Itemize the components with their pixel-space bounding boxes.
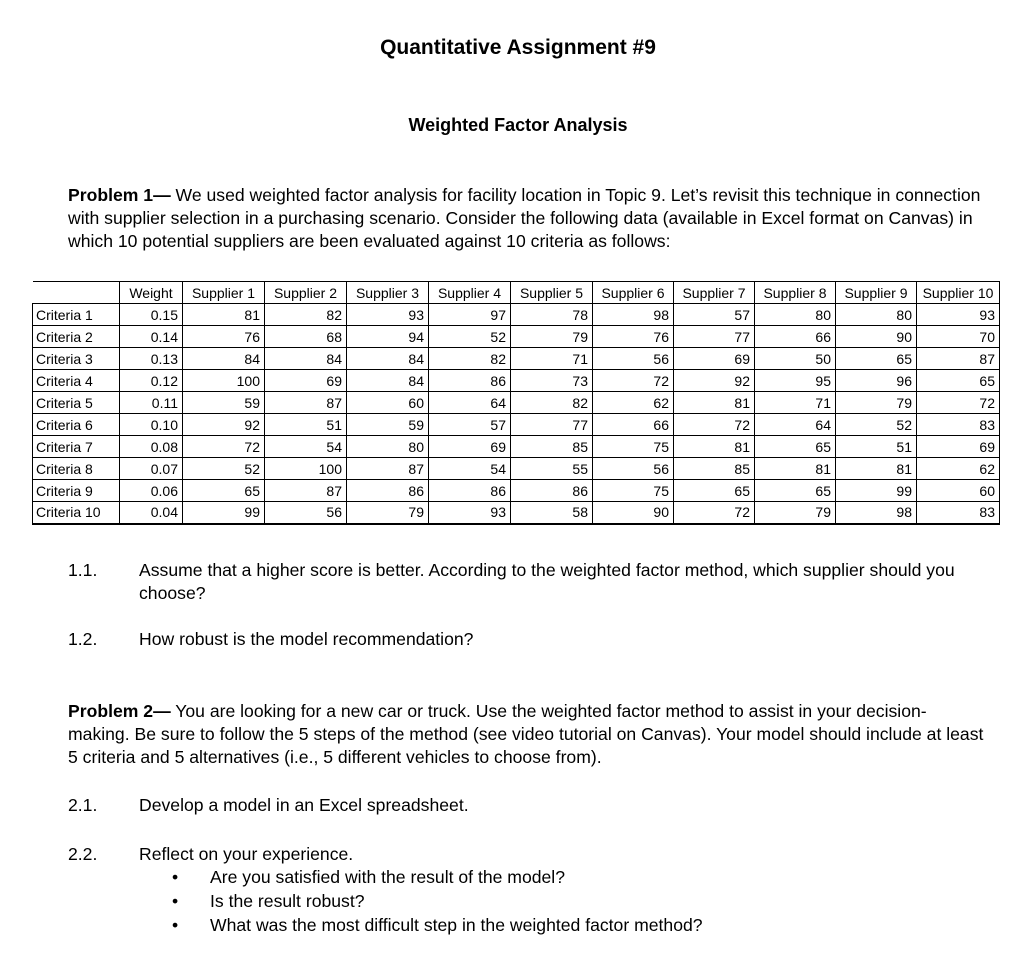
score-cell: 55 [511, 458, 593, 480]
document-subtitle: Weighted Factor Analysis [408, 115, 628, 135]
score-cell: 62 [593, 392, 674, 414]
supplier-criteria-table [32, 281, 1000, 525]
score-cell: 57 [674, 304, 755, 326]
score-cell: 51 [836, 436, 917, 458]
score-cell: 80 [755, 304, 836, 326]
score-cell: 93 [429, 502, 511, 524]
score-cell: 86 [511, 480, 593, 502]
score-cell: 66 [593, 414, 674, 436]
header-supplier-3: Supplier 3 [347, 282, 429, 304]
header-supplier-1: Supplier 1 [183, 282, 265, 304]
score-cell: 50 [755, 348, 836, 370]
problem-2-paragraph [68, 700, 988, 769]
score-cell: 76 [593, 326, 674, 348]
score-cell: 57 [429, 414, 511, 436]
question-1-1-text: Assume that a higher score is better. According to the weighted factor method, which supplier should you choose? [139, 560, 955, 603]
score-cell: 81 [836, 458, 917, 480]
score-cell: 72 [917, 392, 1000, 414]
score-cell: 58 [511, 502, 593, 524]
score-cell: 66 [755, 326, 836, 348]
score-cell: 69 [265, 370, 347, 392]
problem-2-text: You are looking for a new car or truck. Use the weighted factor method to assist in your decision-making. Be sure to follow the 5 steps of the method (see video tutorial on Canvas). Your model should include at least 5 criteria and 5 alternatives (i.e., 5 different vehicles to choose from). [68, 701, 984, 767]
score-cell: 79 [511, 326, 593, 348]
row-label: Criteria 3 [33, 348, 120, 370]
score-cell: 92 [674, 370, 755, 392]
score-cell: 52 [429, 326, 511, 348]
score-cell: 79 [347, 502, 429, 524]
row-label: Criteria 7 [33, 436, 120, 458]
score-cell: 52 [183, 458, 265, 480]
question-1-2-text: How robust is the model recommendation? [139, 629, 474, 649]
score-cell: 51 [265, 414, 347, 436]
score-cell: 86 [347, 480, 429, 502]
score-cell: 71 [755, 392, 836, 414]
score-cell: 56 [265, 502, 347, 524]
score-cell: 52 [836, 414, 917, 436]
question-2-1-text: Develop a model in an Excel spreadsheet. [139, 795, 469, 815]
score-cell: 64 [429, 392, 511, 414]
score-cell: 72 [674, 502, 755, 524]
table-row [33, 436, 1000, 458]
weight-cell: 0.11 [120, 392, 183, 414]
header-supplier-8: Supplier 8 [755, 282, 836, 304]
score-cell: 87 [917, 348, 1000, 370]
score-cell: 82 [265, 304, 347, 326]
score-cell: 65 [183, 480, 265, 502]
header-supplier-9: Supplier 9 [836, 282, 917, 304]
score-cell: 87 [347, 458, 429, 480]
score-cell: 90 [593, 502, 674, 524]
score-cell: 78 [511, 304, 593, 326]
table-row [33, 414, 1000, 436]
score-cell: 84 [347, 348, 429, 370]
score-cell: 99 [836, 480, 917, 502]
score-cell: 97 [429, 304, 511, 326]
score-cell: 54 [429, 458, 511, 480]
score-cell: 82 [429, 348, 511, 370]
table-row [33, 304, 1000, 326]
score-cell: 59 [183, 392, 265, 414]
score-cell: 94 [347, 326, 429, 348]
score-cell: 83 [917, 502, 1000, 524]
score-cell: 87 [265, 480, 347, 502]
weight-cell: 0.12 [120, 370, 183, 392]
question-2-2-number: 2.2. [68, 844, 98, 864]
score-cell: 93 [917, 304, 1000, 326]
score-cell: 99 [183, 502, 265, 524]
bullet-3-text: What was the most difficult step in the weighted factor method? [210, 915, 703, 935]
score-cell: 100 [183, 370, 265, 392]
table-row [33, 458, 1000, 480]
score-cell: 81 [183, 304, 265, 326]
table-row [33, 480, 1000, 502]
problem-2-label: Problem 2 [68, 701, 154, 721]
row-label: Criteria 5 [33, 392, 120, 414]
score-cell: 79 [755, 502, 836, 524]
bullet-1-text: Are you satisfied with the result of the model? [210, 867, 565, 887]
document-title: Quantitative Assignment #9 [380, 36, 656, 59]
score-cell: 65 [755, 436, 836, 458]
score-cell: 85 [674, 458, 755, 480]
bullet-2-marker: • [172, 891, 179, 911]
score-cell: 73 [511, 370, 593, 392]
score-cell: 68 [265, 326, 347, 348]
table-row [33, 348, 1000, 370]
score-cell: 69 [429, 436, 511, 458]
score-cell: 77 [511, 414, 593, 436]
header-supplier-6: Supplier 6 [593, 282, 674, 304]
weight-cell: 0.13 [120, 348, 183, 370]
weight-cell: 0.14 [120, 326, 183, 348]
question-2-1-number: 2.1. [68, 795, 98, 815]
question-1-2-number: 1.2. [68, 629, 98, 649]
score-cell: 84 [183, 348, 265, 370]
weight-cell: 0.10 [120, 414, 183, 436]
bullet-3-marker: • [172, 915, 179, 935]
score-cell: 80 [347, 436, 429, 458]
bullet-2-text: Is the result robust? [210, 891, 365, 911]
score-cell: 98 [836, 502, 917, 524]
row-label: Criteria 6 [33, 414, 120, 436]
weight-cell: 0.07 [120, 458, 183, 480]
score-cell: 84 [265, 348, 347, 370]
header-weight: Weight [120, 282, 183, 304]
score-cell: 60 [347, 392, 429, 414]
weight-cell: 0.08 [120, 436, 183, 458]
score-cell: 70 [917, 326, 1000, 348]
score-cell: 79 [836, 392, 917, 414]
table-corner-cell [33, 282, 120, 304]
row-label: Criteria 8 [33, 458, 120, 480]
score-cell: 69 [674, 348, 755, 370]
score-cell: 85 [511, 436, 593, 458]
question-1-1-number: 1.1. [68, 560, 98, 580]
problem-1-text: We used weighted factor analysis for facility location in Topic 9. Let’s revisit this technique in connection with supplier selection in a purchasing scenario. Consider the following data (available in Excel format on Canvas) in which 10 potential suppliers are been evaluated against 10 criteria as follows: [68, 185, 981, 251]
score-cell: 83 [917, 414, 1000, 436]
score-cell: 65 [674, 480, 755, 502]
score-cell: 75 [593, 480, 674, 502]
score-cell: 96 [836, 370, 917, 392]
table-row [33, 370, 1000, 392]
score-cell: 95 [755, 370, 836, 392]
table-row [33, 392, 1000, 414]
question-2-2-text: Reflect on your experience. [139, 844, 354, 864]
score-cell: 86 [429, 480, 511, 502]
row-label: Criteria 10 [33, 502, 120, 524]
score-cell: 59 [347, 414, 429, 436]
header-supplier-2: Supplier 2 [265, 282, 347, 304]
weight-cell: 0.06 [120, 480, 183, 502]
bullet-1-marker: • [172, 867, 179, 887]
score-cell: 71 [511, 348, 593, 370]
row-label: Criteria 2 [33, 326, 120, 348]
score-cell: 98 [593, 304, 674, 326]
row-label: Criteria 4 [33, 370, 120, 392]
score-cell: 82 [511, 392, 593, 414]
score-cell: 65 [755, 480, 836, 502]
score-cell: 87 [265, 392, 347, 414]
weight-cell: 0.04 [120, 502, 183, 524]
problem-1-label: Problem 1 [68, 185, 154, 205]
score-cell: 93 [347, 304, 429, 326]
table-body [33, 304, 1000, 524]
header-supplier-10: Supplier 10 [917, 282, 1000, 304]
score-cell: 75 [593, 436, 674, 458]
score-cell: 76 [183, 326, 265, 348]
score-cell: 81 [674, 436, 755, 458]
table-header-row [33, 282, 1000, 304]
score-cell: 86 [429, 370, 511, 392]
score-cell: 81 [755, 458, 836, 480]
header-supplier-7: Supplier 7 [674, 282, 755, 304]
problem-2-dash: — [153, 701, 171, 721]
score-cell: 60 [917, 480, 1000, 502]
problem-1-paragraph [68, 184, 988, 253]
score-cell: 62 [917, 458, 1000, 480]
header-supplier-5: Supplier 5 [511, 282, 593, 304]
score-cell: 56 [593, 458, 674, 480]
score-cell: 69 [917, 436, 1000, 458]
weight-cell: 0.15 [120, 304, 183, 326]
score-cell: 72 [674, 414, 755, 436]
score-cell: 81 [674, 392, 755, 414]
score-cell: 100 [265, 458, 347, 480]
score-cell: 80 [836, 304, 917, 326]
score-cell: 90 [836, 326, 917, 348]
score-cell: 72 [593, 370, 674, 392]
row-label: Criteria 1 [33, 304, 120, 326]
score-cell: 77 [674, 326, 755, 348]
problem-1-dash: — [153, 185, 171, 205]
score-cell: 84 [347, 370, 429, 392]
score-cell: 65 [917, 370, 1000, 392]
score-cell: 72 [183, 436, 265, 458]
score-cell: 56 [593, 348, 674, 370]
table-row [33, 502, 1000, 524]
table-row [33, 326, 1000, 348]
score-cell: 64 [755, 414, 836, 436]
row-label: Criteria 9 [33, 480, 120, 502]
score-cell: 54 [265, 436, 347, 458]
score-cell: 92 [183, 414, 265, 436]
score-cell: 65 [836, 348, 917, 370]
header-supplier-4: Supplier 4 [429, 282, 511, 304]
